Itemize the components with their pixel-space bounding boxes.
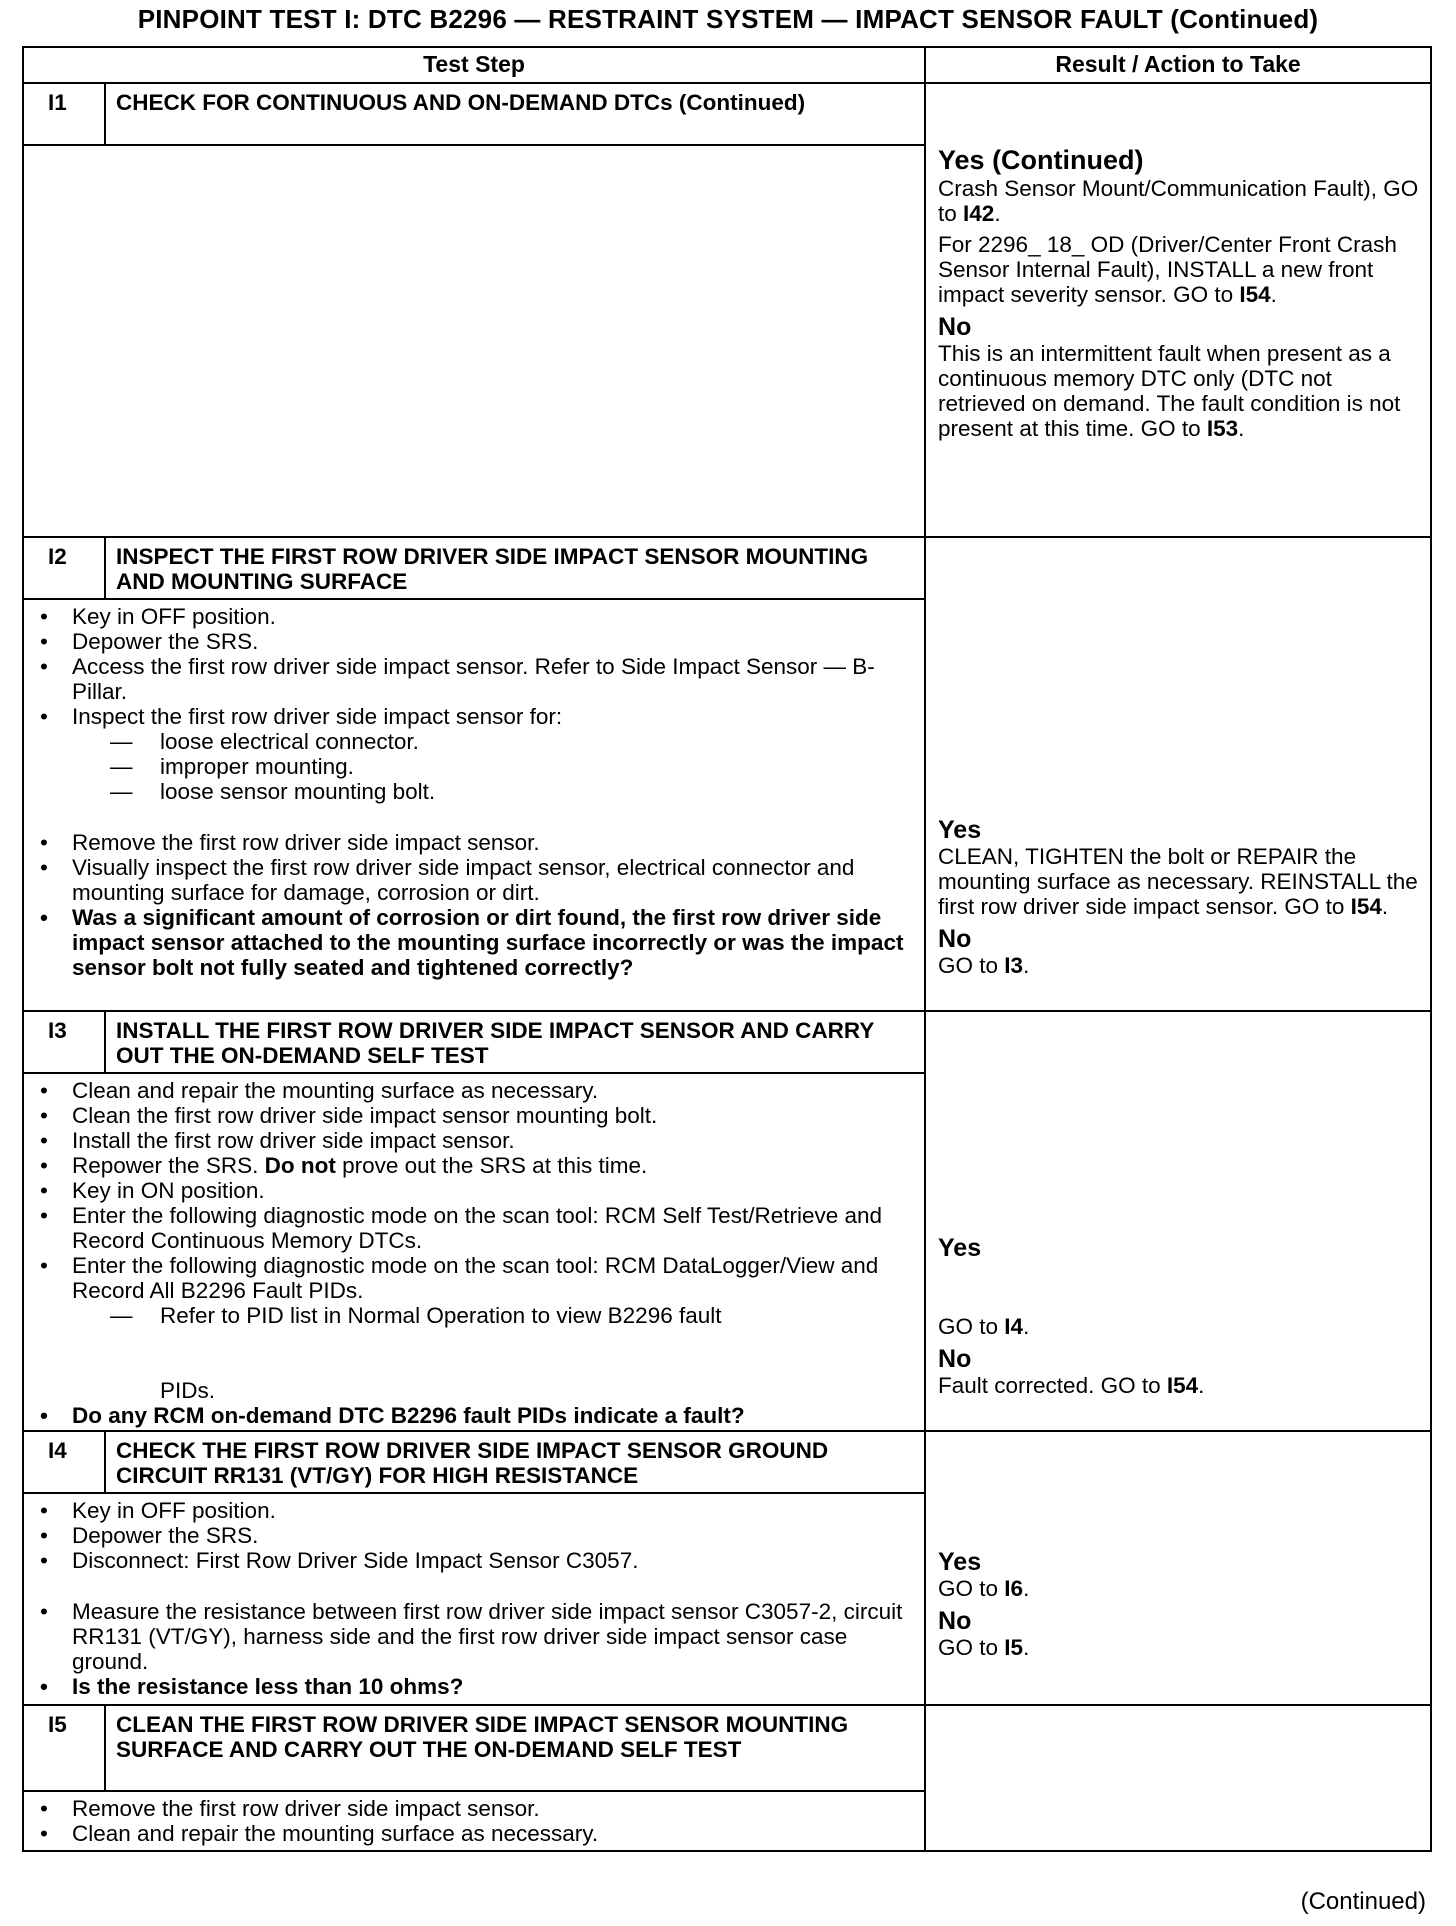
list-item: • Key in OFF position. — [34, 604, 914, 629]
step-heading: INSTALL THE FIRST ROW DRIVER SIDE IMPACT SENSOR AND CARRY OUT THE ON-DEMAND SELF TEST — [105, 1011, 925, 1073]
step-i2-heading-row — [23, 537, 1431, 599]
step-body — [23, 1493, 925, 1705]
step-body — [23, 1791, 925, 1851]
step-i4-heading-row — [23, 1431, 1431, 1493]
step-heading: CLEAN THE FIRST ROW DRIVER SIDE IMPACT SENSOR MOUNTING SURFACE AND CARRY OUT THE ON-DEMAND SELF TEST — [105, 1705, 925, 1791]
step-body-empty — [23, 145, 925, 537]
step-ref: I6 — [1004, 1576, 1024, 1601]
list-item: • Clean the first row driver side impact sensor mounting bolt. — [34, 1103, 914, 1128]
step-ref: I54 — [1166, 1373, 1199, 1398]
list-item: • Remove the first row driver side impact sensor. — [34, 830, 914, 855]
result-text: GO to I3. — [938, 953, 1030, 978]
list-item: • Clean and repair the mounting surface as necessary. — [34, 1821, 914, 1846]
list-item: • Repower the SRS. Do not prove out the SRS at this time. — [34, 1153, 914, 1178]
yes-label: Yes — [938, 1234, 982, 1262]
list-item: • Depower the SRS. — [34, 1523, 914, 1548]
result-text: This is an intermittent fault when present as a continuous memory DTC only (DTC not retrieved on demand. The fault condition is not present at this time. GO to I53. — [938, 341, 1401, 441]
sub-list-item: — Refer to PID list in Normal Operation to view B2296 fault PIDs. — [72, 1303, 914, 1403]
step-i5-heading-row — [23, 1705, 1431, 1791]
list-item: • Key in ON position. — [34, 1178, 914, 1203]
step-i4-result — [925, 1431, 1431, 1705]
step-heading: INSPECT THE FIRST ROW DRIVER SIDE IMPACT SENSOR MOUNTING AND MOUNTING SURFACE — [105, 537, 925, 599]
step-ref: I3 — [1004, 953, 1024, 978]
list-item-question: • Was a significant amount of corrosion or dirt found, the first row driver side impact sensor attached to the mounting surface incorrectly or was the impact sensor bolt not fully seated and tightened correctly? — [34, 905, 914, 980]
step-body — [23, 1073, 925, 1431]
step-i3-heading-row — [23, 1011, 1431, 1073]
step-heading: CHECK THE FIRST ROW DRIVER SIDE IMPACT SENSOR GROUND CIRCUIT RR131 (VT/GY) FOR HIGH RESISTANCE — [105, 1431, 925, 1493]
list-item-question: • Do any RCM on-demand DTC B2296 fault PIDs indicate a fault? — [34, 1403, 914, 1428]
result-text: GO to I4. — [938, 1314, 1030, 1339]
step-ref: I54 — [1239, 282, 1271, 307]
step-i2-result — [925, 537, 1431, 1011]
header-result-action: Result / Action to Take — [925, 47, 1431, 83]
sub-list-item: — loose electrical connector. — [72, 729, 914, 754]
list-item: • Depower the SRS. — [34, 629, 914, 654]
no-label: No — [938, 1607, 972, 1635]
list-item: • Enter the following diagnostic mode on the scan tool: RCM DataLogger/View and Record All B2296 Fault PIDs. — Refer to PID list in Normal Operation to view B2296 fault PIDs. — [34, 1253, 914, 1403]
result-text: CLEAN, TIGHTEN the bolt or REPAIR the mounting surface as necessary. REINSTALL the first row driver side impact sensor. GO to I54. — [938, 844, 1418, 919]
result-text: For 2296_ 18_ OD (Driver/Center Front Crash Sensor Internal Fault), INSTALL a new front impact severity sensor. GO to I54. — [938, 232, 1397, 307]
yes-label: Yes — [938, 816, 982, 844]
step-heading: CHECK FOR CONTINUOUS AND ON-DEMAND DTCs (Continued) — [105, 83, 925, 145]
list-item: • Disconnect: First Row Driver Side Impact Sensor C3057. — [34, 1548, 914, 1573]
no-label: No — [938, 1345, 972, 1373]
list-item: • Key in OFF position. — [34, 1498, 914, 1523]
list-item: • Visually inspect the first row driver side impact sensor, electrical connector and mounting surface for damage, corrosion or dirt. — [34, 855, 914, 905]
result-text: Crash Sensor Mount/Communication Fault), GO to I42. — [938, 176, 1419, 226]
no-label: No — [938, 925, 972, 953]
result-text: GO to I6. — [938, 1576, 1030, 1601]
step-id: I2 — [23, 537, 105, 599]
step-ref: I53 — [1206, 416, 1239, 441]
step-ref: I4 — [1004, 1314, 1024, 1339]
step-ref: I54 — [1350, 894, 1382, 919]
step-ref: I5 — [1004, 1635, 1024, 1660]
list-item: • Remove the first row driver side impact sensor. — [34, 1796, 914, 1821]
list-item: • Install the first row driver side impact sensor. — [34, 1128, 914, 1153]
list-item: • Inspect the first row driver side impact sensor for: — loose electrical connector. — improper mounting. — loose sensor mounting bolt. — [34, 704, 914, 804]
list-item: • Measure the resistance between first row driver side impact sensor C3057-2, circuit RR131 (VT/GY), harness side and the first row driver side impact sensor case ground. — [34, 1599, 914, 1674]
list-item: • Clean and repair the mounting surface as necessary. — [34, 1078, 914, 1103]
step-id: I5 — [23, 1705, 105, 1791]
header-test-step: Test Step — [23, 47, 925, 83]
result-text: Fault corrected. GO to I54. — [938, 1373, 1205, 1398]
yes-label: Yes — [938, 1548, 982, 1576]
yes-label: Yes (Continued) — [938, 145, 1144, 175]
step-id: I1 — [23, 83, 105, 145]
sub-list-item: — improper mounting. — [72, 754, 914, 779]
step-body — [23, 599, 925, 1011]
sub-list-item: — loose sensor mounting bolt. — [72, 779, 914, 804]
list-item: • Access the first row driver side impact sensor. Refer to Side Impact Sensor — B-Pillar. — [34, 654, 914, 704]
result-text: GO to I5. — [938, 1635, 1030, 1660]
no-label: No — [938, 313, 972, 341]
pinpoint-test-table — [22, 46, 1432, 1852]
step-id: I4 — [23, 1431, 105, 1493]
page-title: PINPOINT TEST I: DTC B2296 — RESTRAINT SYSTEM — IMPACT SENSOR FAULT (Continued) — [137, 4, 1319, 34]
list-item-question: • Is the resistance less than 10 ohms? — [34, 1674, 914, 1699]
step-i5-result — [925, 1705, 1431, 1851]
step-i1-heading-row — [23, 83, 1431, 145]
continued-footer: (Continued) — [1300, 1888, 1426, 1915]
step-ref: I42 — [963, 201, 995, 226]
list-item: • Enter the following diagnostic mode on the scan tool: RCM Self Test/Retrieve and Record Continuous Memory DTCs. — [34, 1203, 914, 1253]
step-i1-result — [925, 83, 1431, 537]
step-i3-result — [925, 1011, 1431, 1431]
step-id: I3 — [23, 1011, 105, 1073]
table-header-row — [23, 47, 1431, 83]
